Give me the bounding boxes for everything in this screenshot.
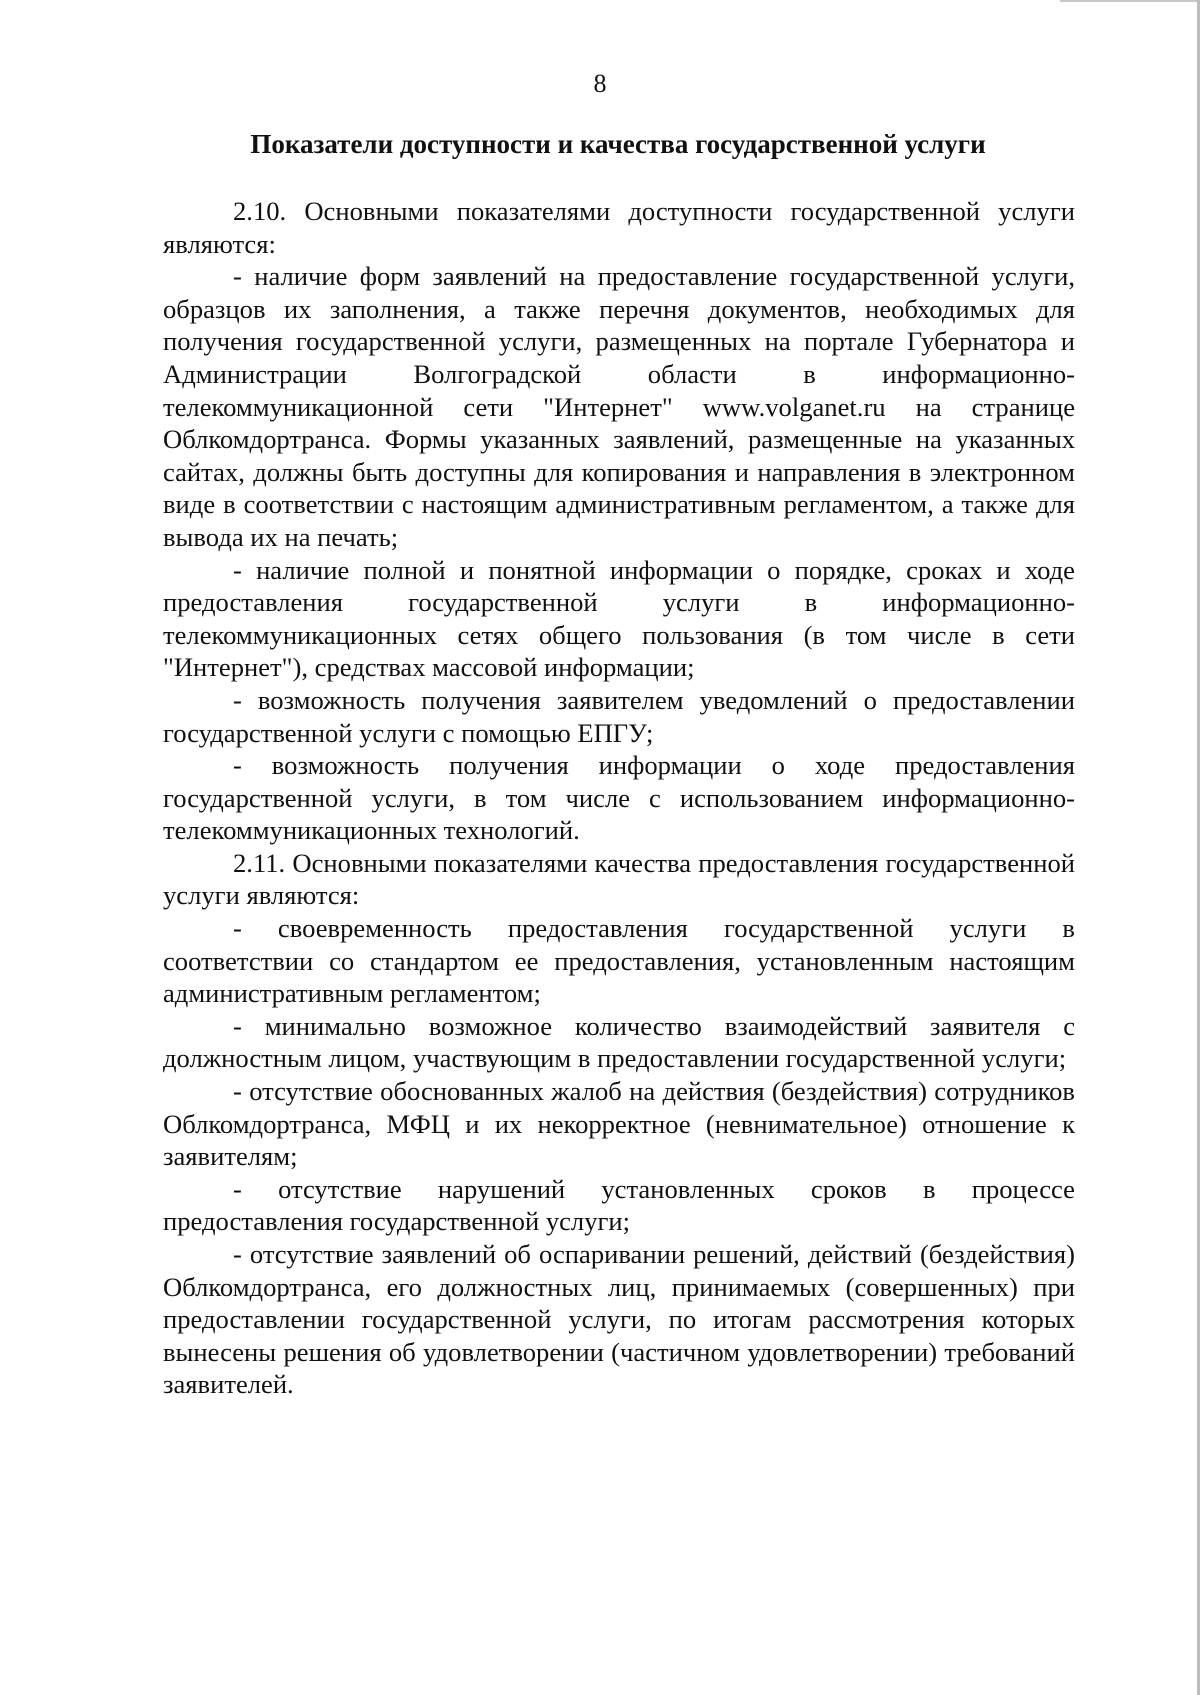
paragraph-no-disputes: - отсутствие заявлений об оспаривании решений, действий (бездействия) Облкомдортранса, его должностных лиц, принимаемых (совершенных) при предоставлении государственной услуги, по итогам рассмотрения которых вынесены решения об удовлетворении (частичном удовлетворении) требований заявителей. [163,1239,1075,1400]
paragraph-no-deadline-violations: - отсутствие нарушений установленных сроков в процессе предоставления государственной услуги; [163,1173,1075,1237]
paragraph-epgu-notifications: - возможность получения заявителем уведомлений о предоставлении государственной услуги с помощью ЕПГУ; [163,684,1075,748]
paragraph-forms-availability: - наличие форм заявлений на предоставление государственной услуги, образцов их заполнения, а также перечня документов, необходимых для получения государственной услуги, размещенных на портале Губернатора и Администрации Волгоградской области в информационно-телекоммуникационной сети "Интернет" www.volganet.ru на странице Облкомдортранса. Формы указанных заявлений, размещенные на указанных сайтах, должны быть доступны для копирования и направления в электронном виде в соответствии с настоящим административным регламентом, а также для вывода их на печать; [163,261,1075,552]
section-title: Показатели доступности и качества государственной услуги [250,129,986,159]
paragraph-2-11-intro: 2.11. Основными показателями качества предоставления государственной услуги являются: [163,847,1075,911]
paragraph-no-complaints: - отсутствие обоснованных жалоб на действия (бездействия) сотрудников Облкомдортранса, МФЦ и их некорректное (невнимательное) отношение к заявителям; [163,1076,1075,1172]
scan-top-edge [1060,0,1200,2]
paragraph-minimal-interactions: - минимально возможное количество взаимодействий заявителя с должностным лицом, участвующим в предоставлении государственной услуги; [163,1010,1075,1074]
page-number: 8 [593,69,607,98]
document-body [163,195,1075,1401]
paragraph-2-10-intro: 2.10. Основными показателями доступности государственной услуги являются: [163,196,1075,259]
paragraph-timeliness: - своевременность предоставления государственной услуги в соответствии со стандартом ее предоставления, установленным настоящим административным регламентом; [163,913,1075,1009]
paragraph-progress-information: - возможность получения информации о ходе предоставления государственной услуги, в том числе с использованием информационно-телекоммуникационных технологий. [163,750,1075,846]
paragraph-information-availability: - наличие полной и понятной информации о порядке, сроках и ходе предоставления государственной услуги в информационно-телекоммуникационных сетях общего пользования (в том числе в сети "Интернет"), средствах массовой информации; [163,554,1075,683]
